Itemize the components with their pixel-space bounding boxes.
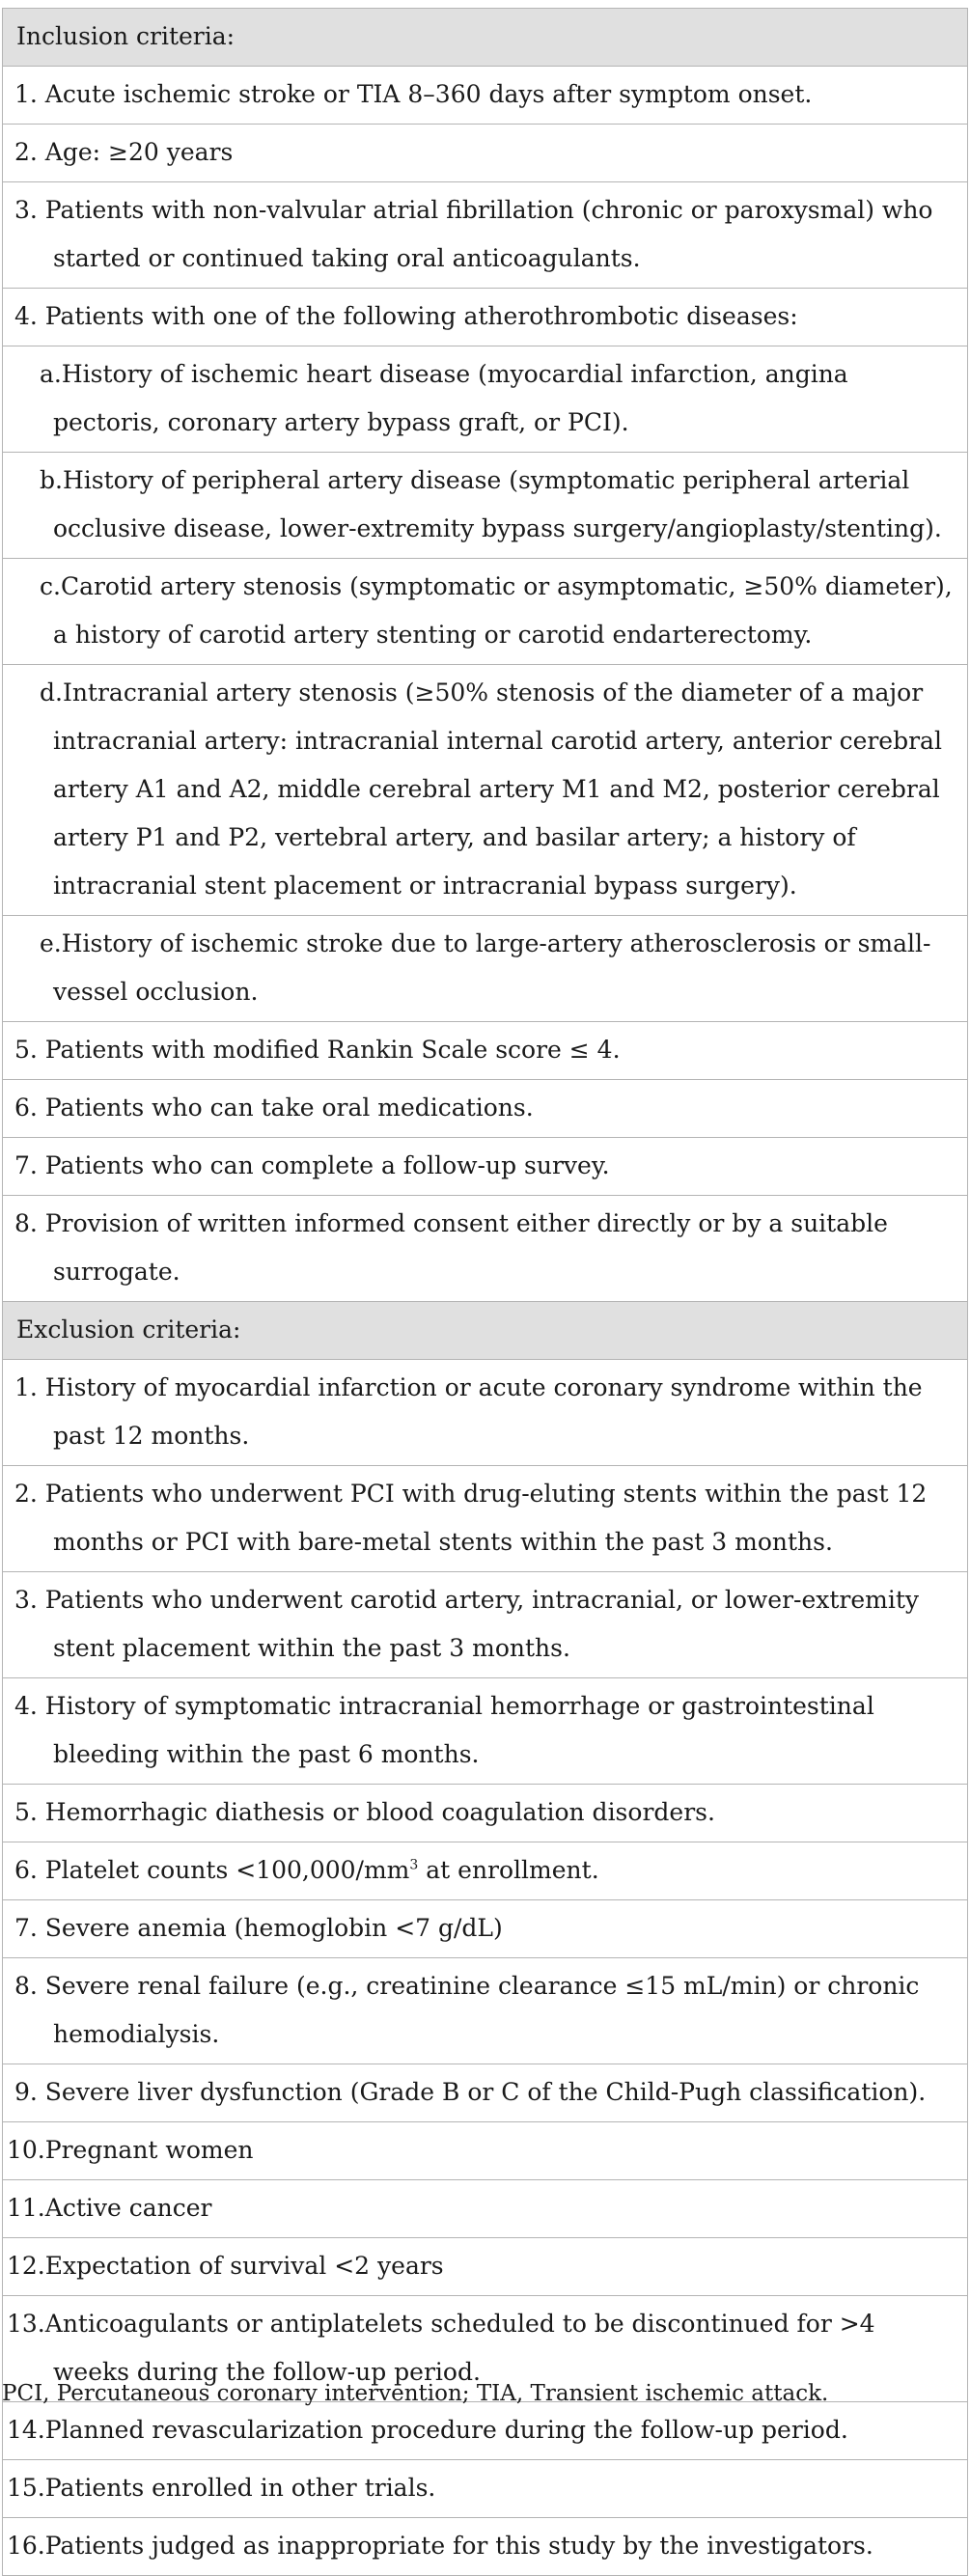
inclusion-criterion-cell bbox=[3, 289, 968, 346]
exclusion-criterion-row bbox=[3, 2402, 968, 2460]
exclusion-criterion-text: 1. History of myocardial infarction or acute coronary syndrome within the past 12 months. bbox=[14, 1373, 923, 1450]
exclusion-heading: Exclusion criteria: bbox=[3, 1302, 968, 1360]
exclusion-criterion-text: 5. Hemorrhagic diathesis or blood coagulation disorders. bbox=[14, 1798, 715, 1826]
exclusion-criterion-cell bbox=[3, 2402, 968, 2460]
exclusion-criterion-cell bbox=[3, 1572, 968, 1678]
exclusion-criterion-row bbox=[3, 1360, 968, 1466]
exclusion-criterion-cell bbox=[3, 1466, 968, 1572]
inclusion-criterion-cell bbox=[3, 67, 968, 125]
exclusion-criterion-cell bbox=[3, 1678, 968, 1785]
inclusion-criterion-text: 1. Acute ischemic stroke or TIA 8–360 days after symptom onset. bbox=[14, 80, 813, 108]
inclusion-criterion-cell bbox=[3, 125, 968, 182]
exclusion-criterion-text: 4. History of symptomatic intracranial hemorrhage or gastrointestinal bleeding within the past 6 months. bbox=[14, 1692, 874, 1768]
exclusion-criterion-text: 15.Patients enrolled in other trials. bbox=[7, 2474, 436, 2502]
exclusion-criterion-text: 9. Severe liver dysfunction (Grade B or C of the Child-Pugh classification). bbox=[14, 2078, 927, 2106]
exclusion-criterion-text: 8. Severe renal failure (e.g., creatinine clearance ≤15 mL/min) or chronic hemodialysis. bbox=[14, 1972, 920, 2048]
criteria-table-body bbox=[3, 9, 968, 2576]
exclusion-criterion-cell bbox=[3, 2460, 968, 2518]
exclusion-criterion-cell bbox=[3, 1842, 968, 1900]
inclusion-criterion-cell bbox=[3, 1022, 968, 1080]
inclusion-criterion-row bbox=[3, 453, 968, 559]
exclusion-criterion-row bbox=[3, 1466, 968, 1572]
exclusion-criterion-text: 12.Expectation of survival <2 years bbox=[7, 2252, 444, 2280]
exclusion-criterion-text: 7. Severe anemia (hemoglobin <7 g/dL) bbox=[14, 1914, 503, 1942]
inclusion-criterion-row bbox=[3, 1022, 968, 1080]
inclusion-criterion-row bbox=[3, 346, 968, 453]
exclusion-criterion-text: 11.Active cancer bbox=[7, 2194, 212, 2222]
inclusion-criterion-text: 4. Patients with one of the following atherothrombotic diseases: bbox=[14, 302, 798, 330]
inclusion-criterion-row bbox=[3, 665, 968, 916]
exclusion-criterion-superscript: 3 bbox=[409, 1857, 419, 1873]
inclusion-criterion-text: 2. Age: ≥20 years bbox=[14, 138, 234, 166]
inclusion-criterion-text: d.Intracranial artery stenosis (≥50% stenosis of the diameter of a major intracranial artery: intracranial internal carotid artery, anterior cerebral artery A1 and A2, middle cerebral artery M1 and M2, posterior cerebral artery P1 and P2, vertebral artery, and basilar artery; a history of intracranial stent placement or intracranial bypass surgery). bbox=[40, 679, 942, 900]
exclusion-criterion-text: 13.Anticoagulants or antiplatelets scheduled to be discontinued for >4 weeks during the follow-up period. bbox=[7, 2310, 875, 2386]
exclusion-criterion-suffix: at enrollment. bbox=[418, 1856, 599, 1884]
inclusion-criterion-cell bbox=[3, 1138, 968, 1196]
exclusion-criterion-row bbox=[3, 2122, 968, 2180]
exclusion-criterion-cell bbox=[3, 1785, 968, 1842]
table-footnote: PCI, Percutaneous coronary intervention; TIA, Transient ischemic attack. bbox=[2, 2381, 829, 2406]
inclusion-criterion-row bbox=[3, 1138, 968, 1196]
inclusion-section-header bbox=[3, 9, 968, 67]
inclusion-criterion-text: 6. Patients who can take oral medications. bbox=[14, 1094, 534, 1122]
inclusion-criterion-cell bbox=[3, 559, 968, 665]
exclusion-criterion-text: 10.Pregnant women bbox=[7, 2136, 254, 2164]
exclusion-criterion-row bbox=[3, 2180, 968, 2238]
exclusion-section-header bbox=[3, 1302, 968, 1360]
exclusion-criterion-row bbox=[3, 2064, 968, 2122]
inclusion-criterion-row bbox=[3, 125, 968, 182]
exclusion-criterion-row bbox=[3, 2518, 968, 2576]
exclusion-criterion-row bbox=[3, 1785, 968, 1842]
inclusion-criterion-row bbox=[3, 916, 968, 1022]
inclusion-heading: Inclusion criteria: bbox=[3, 9, 968, 67]
exclusion-criterion-row bbox=[3, 1572, 968, 1678]
inclusion-criterion-row bbox=[3, 67, 968, 125]
inclusion-criterion-text: c.Carotid artery stenosis (symptomatic or asymptomatic, ≥50% diameter), a history of carotid artery stenting or carotid endarterectomy. bbox=[40, 572, 953, 649]
inclusion-criterion-cell bbox=[3, 1196, 968, 1302]
inclusion-criterion-row bbox=[3, 182, 968, 289]
inclusion-criterion-row bbox=[3, 289, 968, 346]
exclusion-criterion-row bbox=[3, 1678, 968, 1785]
exclusion-criterion-cell bbox=[3, 1900, 968, 1958]
criteria-table-wrap bbox=[0, 8, 970, 2576]
exclusion-criterion-row bbox=[3, 1958, 968, 2064]
exclusion-criterion-cell bbox=[3, 2180, 968, 2238]
exclusion-criterion-cell bbox=[3, 2238, 968, 2296]
inclusion-criterion-row bbox=[3, 1196, 968, 1302]
exclusion-criterion-row bbox=[3, 2238, 968, 2296]
inclusion-criterion-cell bbox=[3, 1080, 968, 1138]
exclusion-criterion-text: 16.Patients judged as inappropriate for this study by the investigators. bbox=[7, 2532, 873, 2560]
inclusion-criterion-row bbox=[3, 1080, 968, 1138]
exclusion-criterion-cell bbox=[3, 2122, 968, 2180]
inclusion-criterion-text: 7. Patients who can complete a follow-up survey. bbox=[14, 1151, 610, 1179]
inclusion-criterion-text: 5. Patients with modified Rankin Scale score ≤ 4. bbox=[14, 1036, 621, 1064]
inclusion-criterion-cell bbox=[3, 346, 968, 453]
exclusion-criterion-row bbox=[3, 1900, 968, 1958]
exclusion-criterion-cell bbox=[3, 2518, 968, 2576]
inclusion-criterion-text: 3. Patients with non-valvular atrial fibrillation (chronic or paroxysmal) who started or continued taking oral anticoagulants. bbox=[14, 196, 933, 272]
exclusion-criterion-text: 3. Patients who underwent carotid artery, intracranial, or lower-extremity stent placement within the past 3 months. bbox=[14, 1586, 920, 1662]
exclusion-criterion-cell bbox=[3, 1958, 968, 2064]
exclusion-criterion-cell bbox=[3, 1360, 968, 1466]
exclusion-criterion-text: 6. Platelet counts <100,000/mm bbox=[14, 1856, 410, 1884]
inclusion-criterion-text: a.History of ischemic heart disease (myocardial infarction, angina pectoris, coronary artery bypass graft, or PCI). bbox=[40, 360, 848, 436]
criteria-table bbox=[2, 8, 968, 2576]
exclusion-criterion-text: 2. Patients who underwent PCI with drug-eluting stents within the past 12 months or PCI with bare-metal stents within the past 3 months. bbox=[14, 1480, 928, 1556]
inclusion-criterion-text: b.History of peripheral artery disease (symptomatic peripheral arterial occlusive disease, lower-extremity bypass surgery/angioplasty/stenting). bbox=[40, 466, 942, 542]
exclusion-criterion-cell bbox=[3, 2064, 968, 2122]
exclusion-criterion-text: 14.Planned revascularization procedure during the follow-up period. bbox=[7, 2416, 848, 2444]
inclusion-criterion-row bbox=[3, 559, 968, 665]
inclusion-criterion-cell bbox=[3, 665, 968, 916]
inclusion-criterion-cell bbox=[3, 182, 968, 289]
inclusion-criterion-text: 8. Provision of written informed consent either directly or by a suitable surrogate. bbox=[14, 1209, 888, 1286]
inclusion-criterion-text: e.History of ischemic stroke due to large-artery atherosclerosis or small-vessel occlusion. bbox=[40, 929, 931, 1006]
exclusion-criterion-row bbox=[3, 2460, 968, 2518]
inclusion-criterion-cell bbox=[3, 916, 968, 1022]
exclusion-criterion-row bbox=[3, 1842, 968, 1900]
inclusion-criterion-cell bbox=[3, 453, 968, 559]
